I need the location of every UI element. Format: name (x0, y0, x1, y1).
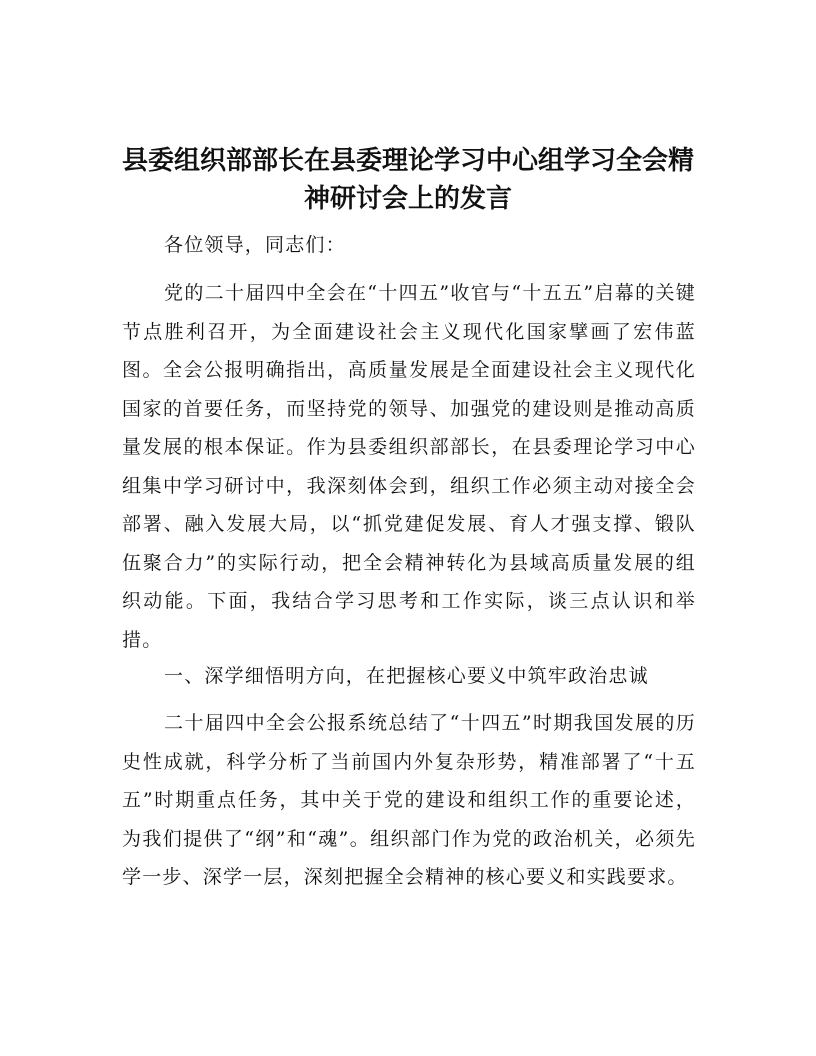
body-paragraph: 二十届四中全会公报系统总结了“十四五”时期我国发展的历史性成就，科学分析了当前国内外复杂形势，精准部署了“十五五”时期重点任务，其中关于党的建设和组织工作的重要论述，为我们提供了“纲”和“魂”。组织部门作为党的政治机关，必须先学一步、深学一层，深刻把握全会精神的核心要义和实践要求。 (122, 712, 696, 888)
salutation: 各位领导，同志们： (164, 234, 346, 256)
body-paragraph: 党的二十届四中全会在“十四五”收官与“十五五”启幕的关键节点胜利召开，为全面建设社会主义现代化国家擘画了宏伟蓝图。全会公报明确指出，高质量发展是全面建设社会主义现代化国家的首要任务，而坚持党的领导、加强党的建设则是推动高质量发展的根本保证。作为县委组织部部长，在县委理论学习中心组集中学习研讨中，我深刻体会到，组织工作必须主动对接全会部署、融入发展大局，以“抓党建促发展、育人才强支撑、锻队伍聚合力”的实际行动，把全会精神转化为县域高质量发展的组织动能。下面，我结合学习思考和工作实际，谈三点认识和举措。 (122, 282, 696, 651)
document-title: 县委组织部部长在县委理论学习中心组学习全会精神研讨会上的发言 (121, 146, 694, 214)
section-heading: 一、深学细悟明方向，在把握核心要义中筑牢政治忠诚 (164, 665, 649, 687)
